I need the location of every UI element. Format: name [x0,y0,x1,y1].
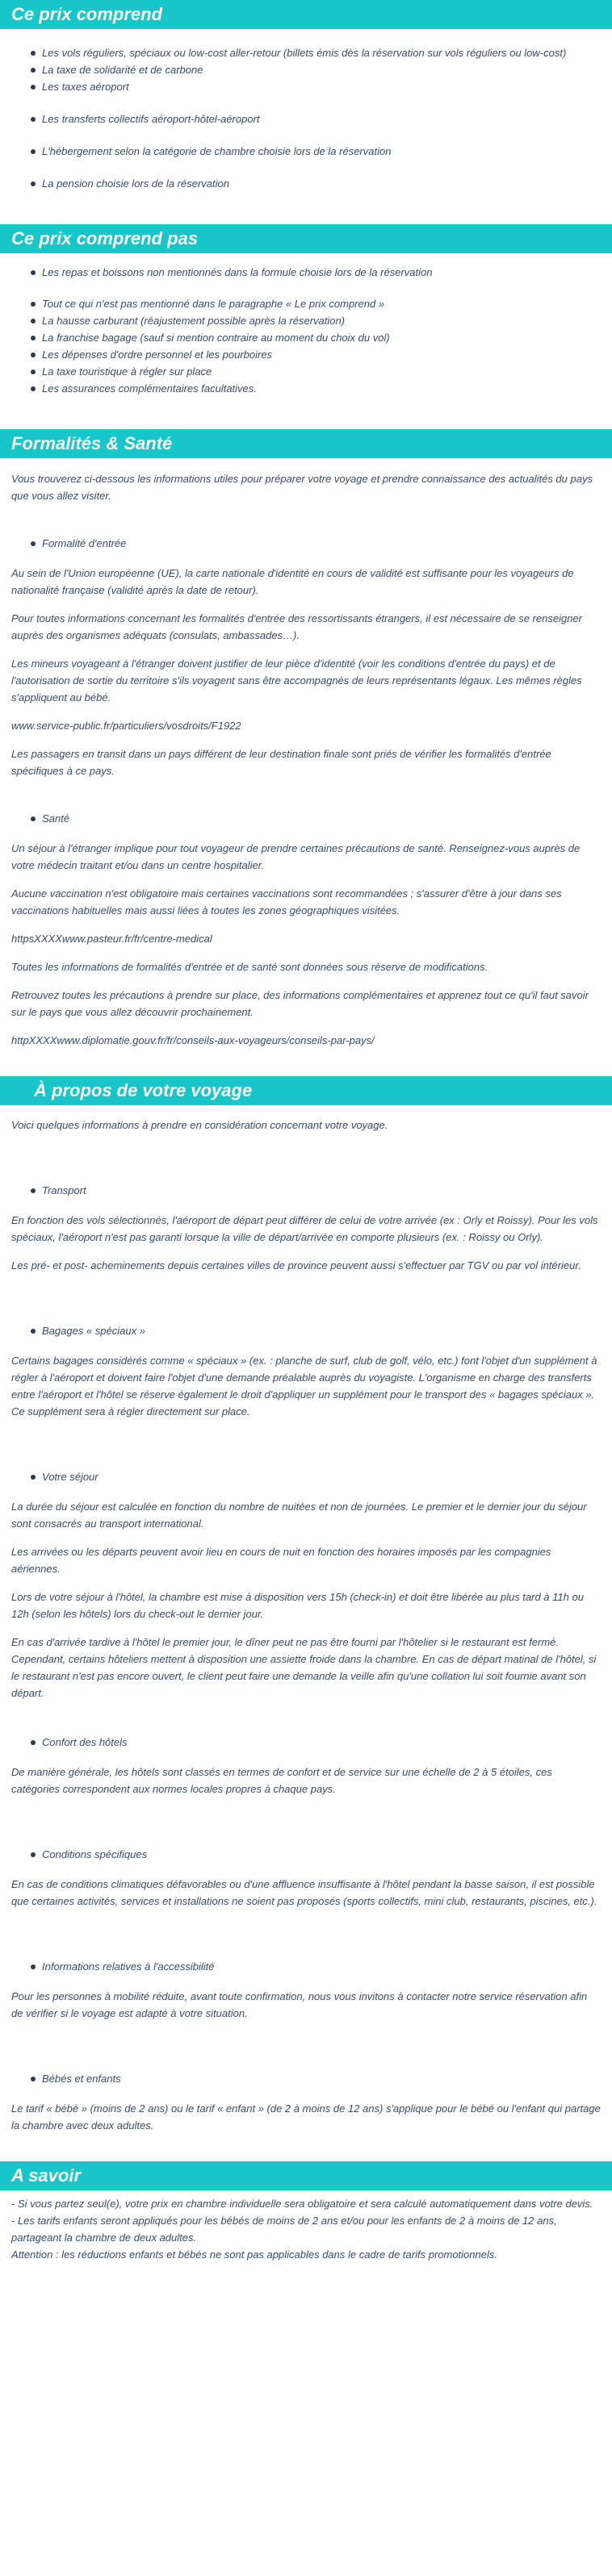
list-item: La taxe de solidarité et de carbone [31,61,601,78]
list-item: La taxe touristique à régler sur place [31,363,601,380]
heading-accessibilite: Informations relatives à l'accessibilité [31,1958,601,1975]
entree-paragraph: Pour toutes informations concernant les formalités d'entrée des ressortissants étrangers, il est nécessaire de se renseigner auprès des organismes adéquats (consulats, ambassades…). [11,612,583,641]
heading-conditions: Conditions spécifiques [31,1846,601,1863]
asavoir-line: - Les tarifs enfants seront appliqués pour les bébés de moins de 2 ans et/ou pour les enfants de 2 à moins de 12 ans, partageant la chambre de deux adultes. [11,2215,557,2244]
comprend-body [0,44,612,192]
apropos-body [0,1117,612,2134]
list-item: La hausse carburant (réajustement possible après la réservation) [31,312,601,329]
entree-paragraph: Au sein de l'Union européenne (UE), la carte nationale d'identité en cours de validité est suffisante pour les voyageurs de nationalité française (validité après la date de retour). [11,567,574,596]
list-item: La franchise bagage (sauf si mention contraire au moment du choix du vol) [31,329,601,346]
heading-formalite-entree: Formalité d'entrée [31,535,601,552]
list-item: Les taxes aéroport [31,78,601,95]
heading-bagages: Bagages « spéciaux » [31,1322,601,1339]
entree-paragraph: Les mineurs voyageant à l'étranger doivent justifier de leur pièce d'identité (voir les conditions d'entrée du pays) et de l'autorisation de sortie du territoire s'ils voyagent sans être accompagnés de leurs représentants légaux. Les mêmes règles s'appliquent au bébé. [11,658,582,703]
list-item: Les assurances complémentaires facultatives. [31,380,601,397]
section-title-comprend: Ce prix comprend [0,0,612,29]
sante-paragraph: Retrouvez toutes les précautions à prendre sur place, des informations complémentaires et apprenez tout ce qu'il faut savoir sur le pays que vous allez découvrir prochainement. [11,989,589,1018]
list-item: Les repas et boissons non mentionnés dans la formule choisie lors de la réservation [31,264,601,281]
sejour-paragraph: En cas d'arrivée tardive à l'hôtel le premier jour, le dîner peut ne pas être fourni par l'hôtelier si le restaurant est fermé. Cependant, certains hôteliers mettent à disposition une assiette froide dans la chambre. En cas de départ matinal de l'hôtel, si le restaurant n'est pas encore ouvert, le client peut faire une demande la veille afin qu'une collation lui soit fournie avant son départ. [11,1636,597,1699]
link-service-public[interactable]: www.service-public.fr/particuliers/vosdroits/F1922 [11,720,241,732]
transport-paragraph: En fonction des vols sélectionnés, l'aéroport de départ peut différer de celui de votre arrivée (ex : Orly et Roissy). Pour les vols spéciaux, l'aéroport n'est pas garanti lorsque la ville de départ/arrivée en comporte plusieurs (ex. : Roissy ou Orly). [11,1214,598,1243]
section-title-formalites: Formalités & Santé [0,429,612,458]
sejour-paragraph: Les arrivées ou les départs peuvent avoir lieu en cours de nuit en fonction des horaires imposés par les compagnies aériennes. [11,1546,551,1575]
sante-paragraph: Toutes les informations de formalités d'entrée et de santé sont données sous réserve de modifications. [11,961,488,973]
comprend-pas-body [0,264,612,397]
entree-paragraph: Les passagers en transit dans un pays différent de leur destination finale sont priés de vérifier les formalités d'entrée spécifiques à ce pays. [11,748,551,777]
bagages-paragraph: Certains bagages considérés comme « spéciaux » (ex. : planche de surf, club de golf, vélo, etc.) font l'objet d'un supplément à régler à l'aéroport et doivent faire l'objet d'une demande préalable auprès du voyagiste. L'organisme en charge des transferts entre l'aéroport et l'hôtel se réserve également le droit d'appliquer un supplément pour le transport des « bagages spéciaux ». Ce supplément sera à régler directement sur place. [11,1355,597,1417]
heading-confort: Confort des hôtels [31,1734,601,1751]
formalites-intro: Vous trouverez ci-dessous les informations utiles pour préparer votre voyage et prendre connaissance des actualités du pays que vous allez visiter. [11,473,593,502]
section-title-apropos: À propos de votre voyage [0,1076,612,1105]
section-title-comprend-pas: Ce prix comprend pas [0,224,612,253]
asavoir-line: Attention : les réductions enfants et bébés ne sont pas applicables dans le cadre de tarifs promotionnels. [11,2248,497,2261]
sante-paragraph: Aucune vaccination n'est obligatoire mais certaines vaccinations sont recommandées ; s'assurer d'être à jour dans ses vaccinations habituelles mais aussi liées à toutes les zones géographiques visitées. [11,887,562,916]
comprend-pas-list [11,264,601,397]
sejour-paragraph: Lors de votre séjour à l'hôtel, la chambre est mise à disposition vers 15h (check-in) et doit être libérée au plus tard à 11h ou 12h (selon les hôtels) lors du check-out le dernier jour. [11,1591,584,1620]
link-pasteur[interactable]: httpsXXXXwww.pasteur.fr/fr/centre-medical [11,933,212,945]
sejour-paragraph: La durée du séjour est calculée en fonction du nombre de nuitées et non de journées. Le premier et le dernier jour du séjour sont consacrés au transport international. [11,1501,587,1530]
heading-sejour: Votre séjour [31,1468,601,1485]
comprend-list [11,44,601,192]
accessibilite-paragraph: Pour les personnes à mobilité réduite, avant toute confirmation, nous vous invitons à contacter notre service réservation afin de vérifier si le voyage est adapté à votre situation. [11,1990,588,2019]
heading-sante: Santé [31,810,601,827]
asavoir-line: - Si vous partez seul(e), votre prix en chambre individuelle sera obligatoire et sera calculé automatiquement dans votre devis. [11,2198,593,2210]
list-item: Les transferts collectifs aéroport-hôtel-aéroport [31,111,601,127]
list-item: Les vols réguliers, spéciaux ou low-cost aller-retour (billets émis dès la réservation sur vols réguliers ou low-cost) [31,44,601,61]
link-diplomatie[interactable]: httpXXXXwww.diplomatie.gouv.fr/fr/conseils-aux-voyageurs/conseils-par-pays/ [11,1034,375,1046]
heading-transport: Transport [31,1182,601,1199]
transport-paragraph: Les pré- et post- acheminements depuis certaines villes de province peuvent aussi s'effectuer par TGV ou par vol intérieur. [11,1259,581,1271]
list-item: Tout ce qui n'est pas mentionné dans le paragraphe « Le prix comprend » [31,295,601,312]
bebes-paragraph: Le tarif « bébé » (moins de 2 ans) ou le tarif « enfant » (de 2 à moins de 12 ans) s'applique pour le bébé ou l'enfant qui partage la chambre avec deux adultes. [11,2102,601,2131]
section-title-asavoir: A savoir [0,2161,612,2190]
list-item: Les dépenses d'ordre personnel et les pourboires [31,346,601,363]
formalites-body [0,470,612,1049]
heading-bebes: Bébés et enfants [31,2070,601,2087]
sante-paragraph: Un séjour à l'étranger implique pour tout voyageur de prendre certaines précautions de santé. Renseignez-vous auprès de votre médecin traitant et/ou dans un centre hospitalier. [11,842,581,871]
list-item: La pension choisie lors de la réservation [31,175,601,192]
asavoir-body [0,2195,612,2268]
confort-paragraph: De manière générale, les hôtels sont classés en termes de confort et de service sur une échelle de 2 à 5 étoiles, ces catégories correspondent aux normes locales propres à chaque pays. [11,1766,552,1795]
apropos-intro: Voici quelques informations à prendre en considération concernant votre voyage. [11,1119,388,1131]
list-item: L'hébergement selon la catégorie de chambre choisie lors de la réservation [31,143,601,160]
conditions-paragraph: En cas de conditions climatiques défavorables ou d'une affluence insuffisante à l'hôtel pendant la basse saison, il est possible que certaines activités, services et installations ne soient pas proposés (sports collectifs, mini club, restaurants, piscines, etc.). [11,1878,597,1907]
